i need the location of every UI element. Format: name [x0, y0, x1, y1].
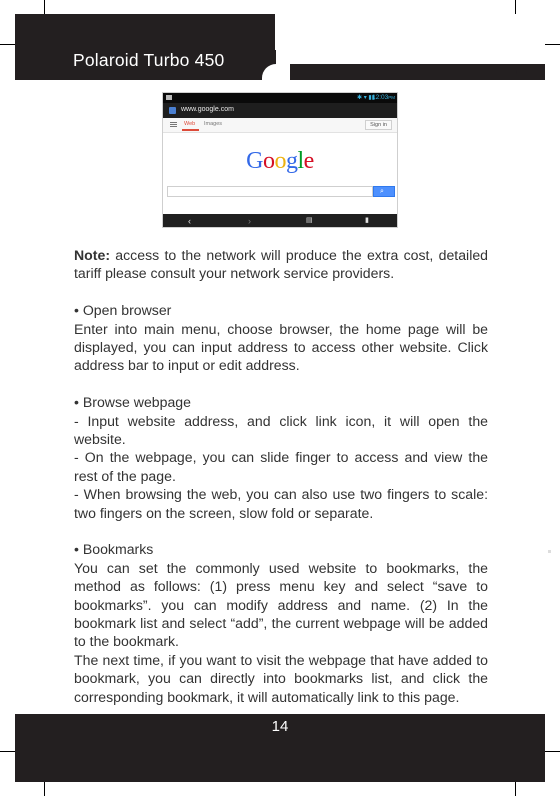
- header-tab: [516, 64, 545, 80]
- note-text: access to the network will produce the extra cost, detailed tariff please consult your network service providers.: [74, 247, 488, 282]
- browser-toolbar: [163, 214, 397, 228]
- section-paragraph: - When browsing the web, you can also use two fingers to scale: two fingers on the screen, slow fold or separate.: [74, 486, 488, 521]
- note-paragraph: [74, 246, 488, 283]
- address-bar[interactable]: [163, 103, 397, 118]
- active-tab-indicator: [182, 129, 199, 131]
- section-heading: • Bookmarks: [74, 541, 154, 558]
- sign-in-button[interactable]: Sign in: [365, 120, 392, 130]
- section-heading: • Browse webpage: [74, 394, 191, 411]
- tab-images[interactable]: Images: [204, 121, 223, 127]
- edge-mark: [548, 550, 551, 553]
- tab-web[interactable]: Web: [184, 121, 196, 127]
- search-input[interactable]: [167, 186, 373, 197]
- section-paragraph: Enter into main menu, choose browser, the home page will be displayed, you can input address to access other website. Click address bar to input or edit address.: [74, 320, 488, 374]
- menu-icon[interactable]: [170, 122, 177, 127]
- signal-icons: ✱ ▾ ▮▮: [357, 95, 375, 101]
- back-icon[interactable]: ‹: [188, 216, 191, 226]
- section-paragraph: - On the webpage, you can slide finger to access and view the rest of the page.: [74, 449, 488, 484]
- google-logo: [163, 149, 397, 173]
- section-heading: • Open browser: [74, 302, 172, 319]
- page-header-title: Polaroid Turbo 450: [73, 50, 225, 70]
- header-notch: [262, 50, 276, 64]
- url-text[interactable]: www.google.com: [181, 106, 234, 113]
- browser-screenshot: [162, 92, 398, 228]
- header-cutout: [275, 14, 545, 64]
- tabs-icon[interactable]: ▤: [306, 217, 313, 224]
- favicon-icon: [169, 107, 176, 114]
- logo-letter: o: [274, 148, 286, 174]
- search-icon: ⌕: [380, 188, 384, 195]
- logo-letter: o: [263, 148, 275, 174]
- note-label: Note:: [74, 247, 111, 263]
- section-paragraph: You can set the commonly used website to bookmarks, the method as follows: (1) press menu key and select “save to bookmarks”. you can modify address and name. (2) In the bookmark list and select “add”, the current webpage will be added to the bookmark.: [74, 559, 488, 650]
- notification-icon: [166, 95, 172, 100]
- page-number: 14: [271, 718, 289, 735]
- status-time: 12:03PM: [371, 94, 395, 101]
- search-button[interactable]: [373, 186, 395, 197]
- section-paragraph: The next time, if you want to visit the webpage that have added to bookmark, you can directly into bookmarks list, and click the corresponding bookmark, it will automatically link to this page.: [74, 651, 488, 705]
- header-curve: [262, 64, 290, 80]
- forward-icon[interactable]: ›: [248, 216, 251, 226]
- logo-letter: g: [286, 148, 298, 174]
- logo-letter: l: [297, 148, 304, 174]
- bookmark-icon[interactable]: ▮: [365, 217, 369, 224]
- section-paragraph: - Input website address, and click link icon, it will open the website.: [74, 412, 488, 448]
- google-nav: [163, 118, 397, 133]
- logo-letter: e: [303, 148, 314, 174]
- status-bar: [163, 93, 397, 103]
- page-content: [74, 246, 488, 706]
- logo-letter: G: [246, 148, 263, 174]
